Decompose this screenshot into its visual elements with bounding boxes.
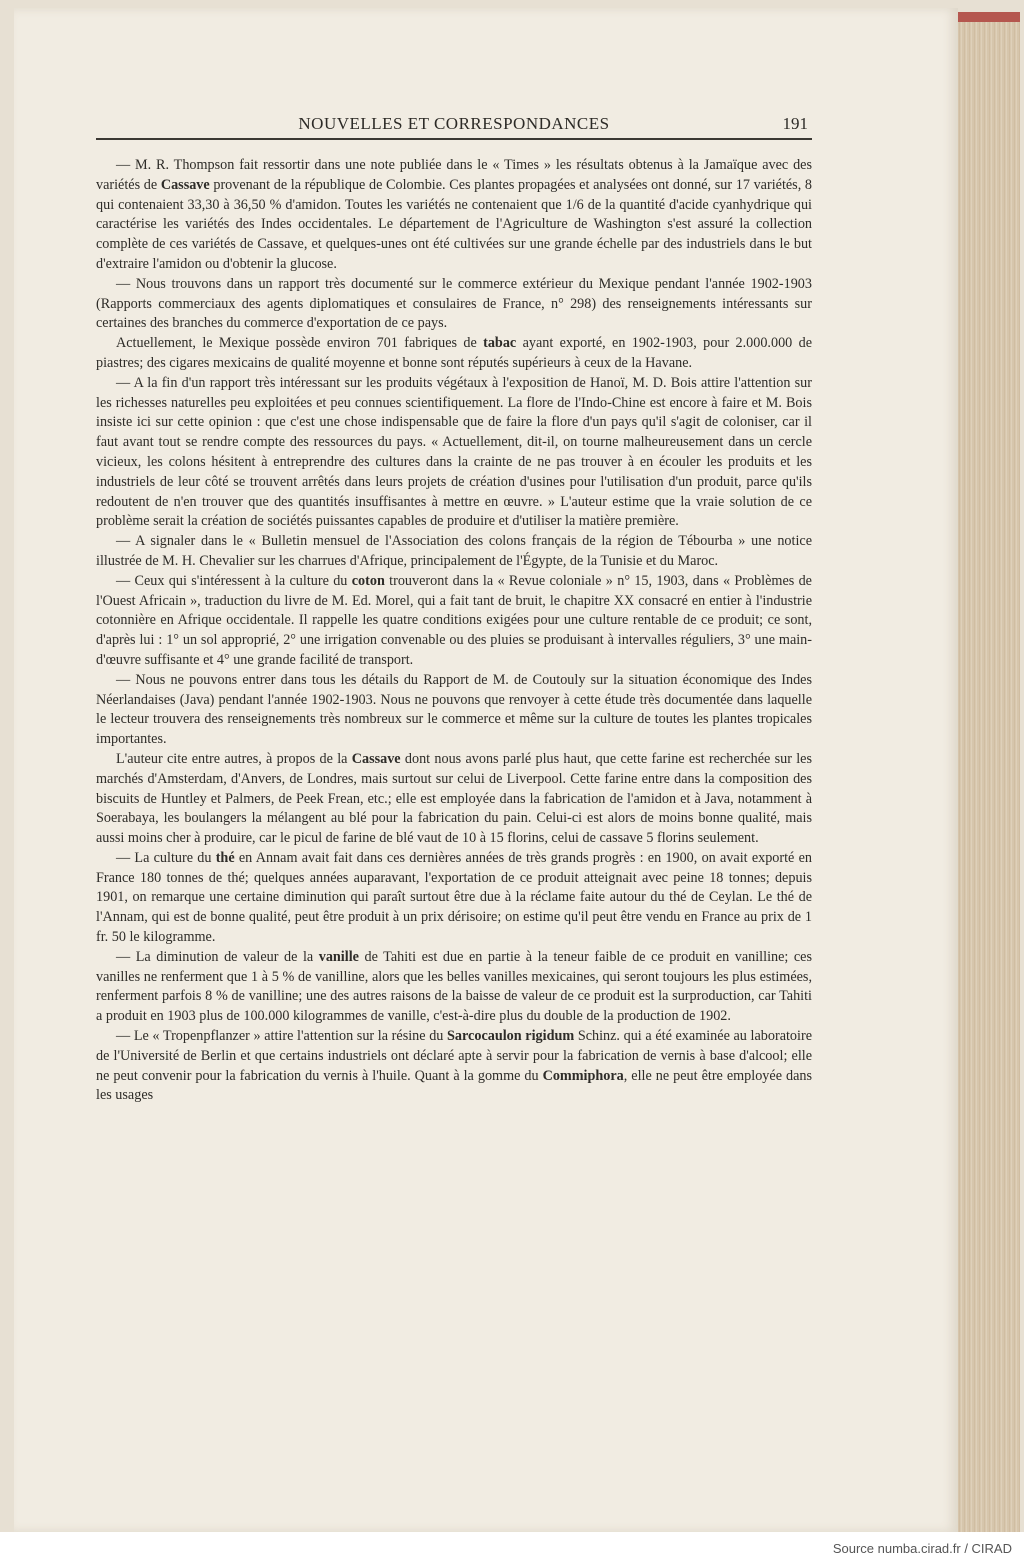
paragraph: L'auteur cite entre autres, à propos de la Cassave dont nous avons parlé plus haut, que cette farine est recherchée sur les marchés d'Amsterdam, d'Anvers, de Londres, mais surtout sur celui de Liverpool. Cette farine entre dans la composition des biscuits de Huntley et Palmers, de Peek Frean, etc.; elle est employée dans la fabrication de l'amidon et à Java, notamment à Soerabaya, les boulangers la mélangent au blé pour la fabrication du pain. Celui-ci est alors de moins bonne qualité, mais aussi moins cher à produire, car le picul de farine de blé vaut de 10 à 15 florins, celui de cassave 5 florins seulement. (96, 750, 812, 847)
book-page-edges (958, 12, 1020, 1532)
paragraph: — Nous ne pouvons entrer dans tous les détails du Rapport de M. de Coutouly sur la situation économique des Indes Néerlandaises (Java) pendant l'année 1902-1903. Nous ne pouvons que renvoyer à cette étude très documentée dans laquelle le lecteur trouvera des renseignements très nombreux sur le commerce et même sur la culture de toutes les plantes tropicales importantes. (96, 671, 812, 748)
paragraph: Actuellement, le Mexique possède environ 701 fabriques de tabac ayant exporté, en 1902-1903, pour 2.000.000 de piastres; des cigares mexicains de qualité moyenne et bonne sont réputés supérieurs à ceux de la Havane. (96, 335, 812, 371)
source-credit: Source numba.cirad.fr / CIRAD (832, 1541, 1012, 1556)
paragraph: — Ceux qui s'intéressent à la culture du coton trouveront dans la « Revue coloniale » n° 15, 1903, dans « Problèmes de l'Ouest Africain », traduction du livre de M. Ed. Morel, qui a fait tant de bruit, le chapitre XX consacré en entier à l'industrie cotonnière en Afrique occidentale. Il rappelle les quatre conditions exigées pour une culture rentable de ce produit; ce sont, d'après lui : 1° un sol approprié, 2° une irrigation convenable ou des pluies se produisant à intervalles réguliers, 3° une main-d'œuvre suffisante et 4° une grande facilité de transport. (96, 572, 812, 668)
paragraph: — A la fin d'un rapport très intéressant sur les produits végétaux à l'exposition de Hanoï, M. D. Bois attire l'attention sur les richesses naturelles peu exploitées et peu connues scientifiquement. La flore de l'Indo-Chine est encore à faire et M. Bois insiste ici sur cette opinion : que c'est une chose indispensable que de faire la flore d'un pays qu'il s'agit de coloniser, car il faut avant tout se rendre compte des ressources du pays. « Actuellement, dit-il, on tourne malheureusement dans un cercle vicieux, les colons hésitent à entreprendre des cultures dans la crainte de ne pas trouver à en écouler les produits et les industriels de leur côté se trouvent arrêtés dans leurs projets de création d'usines pour l'utilisation d'un produit, parce qu'ils redoutent de n'en trouver que des quantités insuffisantes à mettre en œuvre. » L'auteur estime que la vraie solution de ce problème serait la création de sociétés puissantes capables de produire et d'utiliser la matière première. (96, 374, 812, 530)
running-title: NOUVELLES ET CORRESPONDANCES (298, 114, 610, 133)
header-rule (96, 138, 812, 140)
paragraph: — La culture du thé en Annam avait fait dans ces dernières années de très grands progrès : en 1900, on avait exporté en France 180 tonnes de thé; quelques années auparavant, l'exportation de ce produit atteignait avec peine 18 tonnes; depuis 1901, on remarque une certaine diminution qui paraît surtout être due à la réclame faite autour du thé de Ceylan. Le thé de l'Annam, qui est de bonne qualité, peut être produit à un prix dérisoire; on estime qu'il peut être vendu en France au prix de 1 fr. 50 le kilogramme. (96, 849, 812, 946)
book-top-edge (958, 12, 1020, 22)
page-header (96, 110, 812, 140)
paragraph: — A signaler dans le « Bulletin mensuel de l'Association des colons français de la région de Tébourba » une notice illustrée de M. H. Chevalier sur les charrues d'Afrique, principalement de l'Égypte, de la Tunisie et du Maroc. (96, 533, 812, 569)
paragraph: — Le « Tropenpflanzer » attire l'attention sur la résine du Sarcocaulon rigidum Schinz. qui a été examinée au laboratoire de l'Université de Berlin et que certains industriels ont déclaré apte à servir pour la fabrication de vernis à base d'alcool; elle ne peut convenir pour la fabrication du vernis à l'huile. Quant à la gomme du Commiphora, elle ne peut être employée dans les usages (96, 1028, 812, 1104)
page-number: 191 (782, 114, 808, 133)
paragraph: — Nous trouvons dans un rapport très documenté sur le commerce extérieur du Mexique pendant l'année 1902-1903 (Rapports commerciaux des agents diplomatiques et consulaires de France, n° 298) des renseignements intéressants sur certaines des branches du commerce d'exportation de ce pays. (96, 275, 812, 332)
paragraph: — La diminution de valeur de la vanille de Tahiti est due en partie à la teneur faible de ce produit en vanilline; ces vanilles ne renferment que 1 à 5 % de vanilline, alors que les belles vanilles mexicaines, qui seront toujours les plus estimées, renferment parfois 8 % de vanilline; une des autres raisons de la baisse de valeur de ce produit est la surproduction, car Tahiti a produit en 1903 plus de 100.000 kilogrammes de vanille, c'est-à-dire plus du double de la production de 1902. (96, 948, 813, 1025)
body-text (96, 156, 812, 1106)
paragraph: — M. R. Thompson fait ressortir dans une note publiée dans le « Times » les résultats obtenus à la Jamaïque avec des variétés de Cassave provenant de la république de Colombie. Ces plantes propagées et analysées ont donné, sur 17 variétés, 8 qui contenaient 33,30 à 36,50 % d'amidon. Toutes les variétés ne contenaient que 1/6 de la quantité d'acide cyanhydrique qui caractérise les variétés des Indes occidentales. Le département de l'Agriculture de Washington s'est assuré la collection complète de ces variétés de Cassave, et quelques-unes ont été cultivées sur une grande échelle par des industriels dans le but d'extraire l'amidon ou d'obtenir la glucose. (96, 157, 812, 272)
